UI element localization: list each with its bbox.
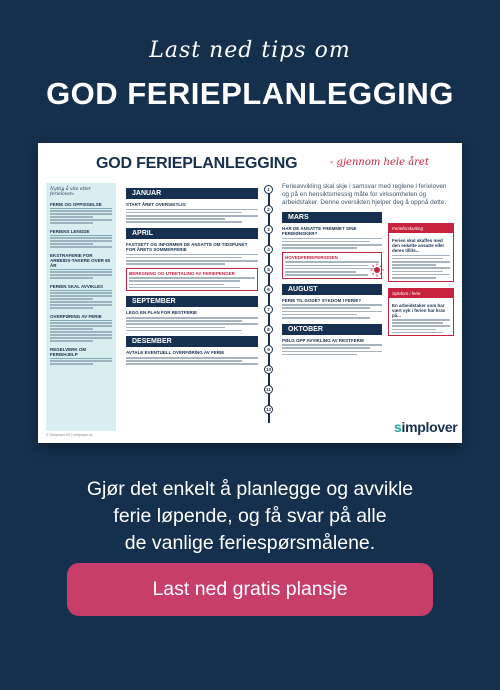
timeline-dot: 2 bbox=[264, 205, 273, 214]
section-title: BEREGNING OG UTBETALING AV FERIEPENGER bbox=[129, 270, 235, 276]
section-title: PØLG OPP AVVIKLING AV RESTFERIE bbox=[282, 337, 365, 343]
sidebar-item bbox=[50, 314, 112, 342]
info-card bbox=[388, 288, 454, 337]
month-header: DESEMBER bbox=[126, 336, 258, 347]
section-title: HOVEDFERIEPERIODEN bbox=[285, 254, 338, 260]
month-header: SEPTEMBER bbox=[126, 296, 258, 307]
section-title: LEGG EN PLAN FOR RESTFERIE bbox=[126, 310, 198, 316]
info-card bbox=[388, 223, 454, 282]
document-footer: © Simployer AS | simployer.no bbox=[46, 433, 94, 437]
section-title: FASTSETT OG INFORMER DE ANSATTE OM TIDSPUNKT FOR ÅRETS SOMMERFERIE bbox=[126, 241, 248, 252]
timeline-dot: 5 bbox=[264, 265, 273, 274]
document-title: GOD FERIEPLANLEGGING bbox=[96, 155, 298, 172]
timeline-dot: 7 bbox=[264, 305, 273, 314]
timeline-dot: 3 bbox=[264, 225, 273, 234]
sidebar-item-label: EKSTRAFERIE FOR ARBEIDS-TAKERE OVER 60 ÅR bbox=[50, 252, 111, 268]
section-title: HAR DE ANSATTE FREMMET SINE FERIEØNSKER? bbox=[282, 226, 357, 236]
document-sidebar bbox=[46, 183, 116, 431]
month-header: MARS bbox=[282, 212, 382, 223]
month-header: JANUAR bbox=[126, 188, 258, 199]
sidebar-item bbox=[50, 202, 112, 224]
month-header: AUGUST bbox=[282, 284, 382, 295]
sidebar-item-label: FERIEN SKAL AVVIKLES bbox=[50, 284, 112, 291]
sidebar-item-label: REGELVERK OM FERIEHJELP bbox=[50, 347, 112, 359]
month-header: OKTOBER bbox=[282, 324, 382, 335]
sidebar-item bbox=[50, 229, 112, 248]
month-header: APRIL bbox=[126, 228, 258, 239]
document-preview[interactable] bbox=[38, 143, 462, 443]
timeline-dot: 4 bbox=[264, 245, 273, 254]
months-left-column bbox=[126, 183, 258, 365]
sidebar-item bbox=[50, 253, 112, 279]
timeline-dot: 8 bbox=[264, 325, 273, 334]
sidebar-item-label: OVERFØRING AV FERIE bbox=[50, 314, 112, 321]
timeline-dot: 9 bbox=[264, 345, 273, 354]
info-box bbox=[282, 252, 382, 279]
sidebar-item-label: FERIENS LENGDE bbox=[50, 229, 112, 236]
card-title: En arbeidstaker som har vært syk i ferien har krav på... bbox=[392, 302, 446, 318]
section-title: FERIE TIL GODE? SYKDOM I FERIE? bbox=[282, 297, 362, 303]
timeline-dot: 1 bbox=[264, 185, 273, 194]
description-text: Gjør det enkelt å planlegge og avvikle ferie løpende, og få svar på alle de vanlige feriespørsmålene. bbox=[86, 478, 414, 554]
section-title: START ÅRET OVERSIKTLIG bbox=[126, 202, 186, 207]
sidebar-item bbox=[50, 347, 112, 365]
section-title: AVTALE EVENTUELL OVERFØRING AV FERIE bbox=[126, 350, 225, 356]
card-header: Ferieforskutting bbox=[389, 224, 453, 233]
card-header: Sykdom i ferie bbox=[389, 289, 453, 298]
card-title: Ferien skal skaffes med den enkelte ansatte eller deres tillits... bbox=[392, 238, 445, 253]
timeline-dot: 11 bbox=[264, 385, 273, 394]
info-box bbox=[126, 268, 258, 292]
sidebar-item-label: FERIE OG OPPSIGELSE bbox=[50, 202, 112, 209]
download-button[interactable]: Last ned gratis plansje bbox=[67, 563, 433, 616]
page-headline: GOD FERIEPLANLEGGING bbox=[46, 76, 454, 111]
info-cards bbox=[388, 223, 454, 342]
document-intro: Ferieavvikling skal skje i samsvar med reglene i ferieloven og på en hensiktsmessig måte for virksomheten og arbeidstaker. Denne oversikten hjelper deg å oppnå dette. bbox=[282, 183, 447, 206]
timeline-dot: 6 bbox=[264, 285, 273, 294]
document-subtitle: - gjennom hele året bbox=[330, 157, 429, 168]
timeline-dot: 10 bbox=[265, 367, 271, 372]
script-tagline: Last ned tips om bbox=[149, 38, 351, 63]
sidebar-heading: Nyttig å vite etter ferieloven: bbox=[50, 187, 91, 197]
timeline-dot: 12 bbox=[265, 407, 271, 412]
sun-icon bbox=[370, 263, 384, 277]
sidebar-item bbox=[50, 284, 112, 309]
timeline bbox=[264, 183, 274, 431]
simployer-logo: simplover bbox=[394, 419, 458, 435]
